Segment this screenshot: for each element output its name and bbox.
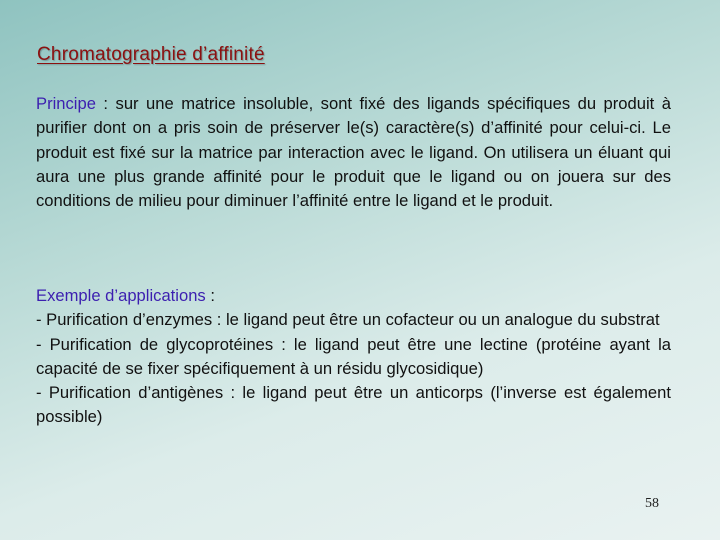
applications-block: [36, 284, 671, 430]
principle-text: : sur une matrice insoluble, sont fixé des ligands spécifiques du produit à purifier dont on a pris soin de préserver le(s) caractère(s) d’affinité pour celui-ci. Le produit est fixé sur la matrice par interaction avec le ligand. On utilisera un éluant qui aura une plus grande affinité pour le produit que le ligand ou on jouera sur des conditions de milieu pour diminuer l’affinité entre le ligand et le produit.: [36, 94, 671, 211]
applications-heading: [36, 284, 671, 308]
slide-title: Chromatographie d’affinité: [37, 44, 265, 65]
applications-label-suffix: :: [205, 286, 215, 305]
application-item-antigens: - Purification d’antigènes : le ligand peut être un anticorps (l’inverse est également possible): [36, 383, 671, 427]
application-item-enzymes: - Purification d’enzymes : le ligand peut être un cofacteur ou un analogue du substrat: [36, 310, 660, 330]
applications-label: Exemple d’applications: [36, 286, 206, 305]
application-item-glycoproteins: - Purification de glycoprotéines : le ligand peut être une lectine (protéine ayant la capacité de se fixer spécifiquement à un résidu glycosidique): [36, 334, 671, 378]
principle-paragraph: [36, 92, 671, 213]
principle-label: Principe: [36, 94, 96, 113]
page-number: 58: [645, 496, 659, 511]
